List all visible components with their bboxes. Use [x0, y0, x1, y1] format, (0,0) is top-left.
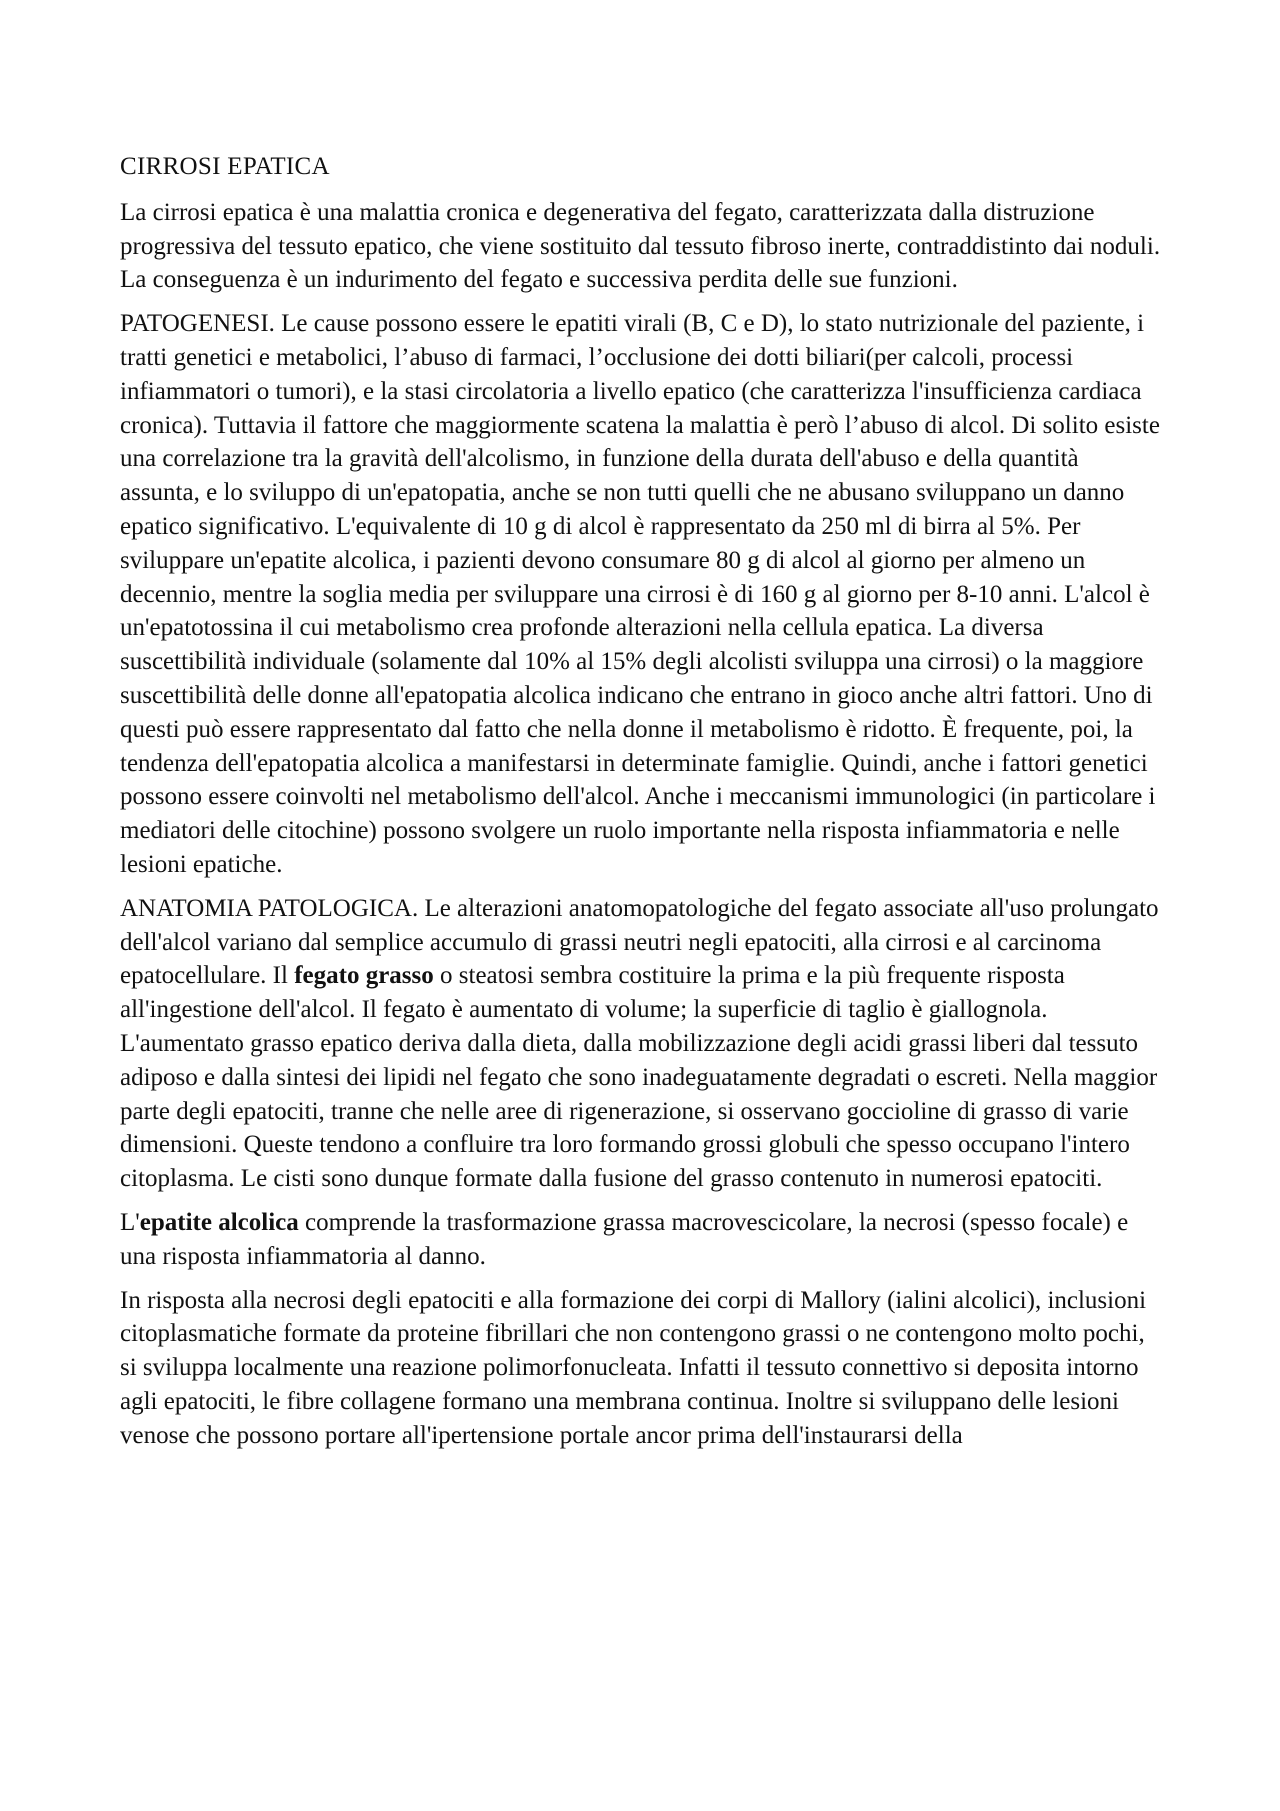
paragraph-text: o steatosi sembra costituire la prima e la più frequente risposta all'ingestione dell'alcol. Il fegato è aumentato di volume; la superficie di taglio è giallognola. L'aumentato grasso epatico deriva dalla dieta, dalla mobilizzazione degli acidi grassi liberi dal tessuto adiposo e dalla sintesi dei lipidi nel fegato che sono inadeguatamente degradati o escreti. Nella maggior parte degli epatociti, tranne che nelle aree di rigenerazione, si osservano goccioline di grasso di varie dimensioni. Queste tendono a confluire tra loro formando grossi globuli che spesso occupano l'intero citoplasma. Le cisti sono dunque formate dalla fusione del grasso contenuto in numerosi epatociti. — [120, 962, 1158, 1193]
document-body — [120, 150, 1162, 1462]
paragraph-epatite-alcolica — [120, 1206, 1162, 1274]
paragraph-anatomia-patologica — [120, 892, 1162, 1196]
paragraph-text: L' — [120, 1208, 140, 1236]
paragraph-introduction: La cirrosi epatica è una malattia cronica e degenerativa del fegato, caratterizzata dalla distruzione progressiva del tessuto epatico, che viene sostituito dal tessuto fibroso inerte, contraddistinto dai noduli. La conseguenza è un indurimento del fegato e successiva perdita delle sue funzioni. — [120, 198, 1161, 294]
paragraph-patogenesi: PATOGENESI. Le cause possono essere le epatiti virali (B, C e D), lo stato nutrizionale del paziente, i tratti genetici e metabolici, l’abuso di farmaci, l’occlusione dei dotti biliari(per calcoli, processi infiammatori o tumori), e la stasi circolatoria a livello epatico (che caratterizza l'insufficienza cardiaca cronica). Tuttavia il fattore che maggiormente scatena la malattia è però l’abuso di alcol. Di solito esiste una correlazione tra la gravità dell'alcolismo, in funzione della durata dell'abuso e della quantità assunta, e lo sviluppo di un'epatopatia, anche se non tutti quelli che ne abusano sviluppano un danno epatico significativo. L'equivalente di 10 g di alcol è rappresentato da 250 ml di birra al 5%. Per sviluppare un'epatite alcolica, i pazienti devono consumare 80 g di alcol al giorno per almeno un decennio, mentre la soglia media per sviluppare una cirrosi è di 160 g al giorno per 8-10 anni. L'alcol è un'epatotossina il cui metabolismo crea profonde alterazioni nella cellula epatica. La diversa suscettibilità individuale (solamente dal 10% al 15% degli alcolisti sviluppa una cirrosi) o la maggiore suscettibilità delle donne all'epatopatia alcolica indicano che entrano in gioco anche altri fattori. Uno di questi può essere rappresentato dal fatto che nella donne il metabolismo è ridotto. È frequente, poi, la tendenza dell'epatopatia alcolica a manifestarsi in determinate famiglie. Quindi, anche i fattori genetici possono essere coinvolti nel metabolismo dell'alcol. Anche i meccanismi immunologici (in particolare i mediatori delle citochine) possono svolgere un ruolo importante nella risposta infiammatoria e nelle lesioni epatiche. — [120, 310, 1160, 878]
paragraph-mallory: In risposta alla necrosi degli epatociti e alla formazione dei corpi di Mallory (ialini alcolici), inclusioni citoplasmatiche formate da proteine fibrillari che non contengono grassi o ne contengono molto pochi, si sviluppa localmente una reazione polimorfonucleata. Infatti il tessuto connettivo si deposita intorno agli epatociti, le fibre collagene formano una membrana continua. Inoltre si sviluppano delle lesioni venose che possono portare all'ipertensione portale ancor prima dell'instaurarsi della — [120, 1286, 1147, 1449]
paragraph-text: ANATOMIA PATOLOGICA. Le alterazioni anatomopatologiche del fegato associate all'uso prolungato dell'alcol variano dal semplice accumulo di grassi neutri negli epatociti, alla cirrosi e al carcinoma epatocellulare. Il — [120, 894, 1159, 990]
paragraph-text: comprende la trasformazione grassa macrovescicolare, la necrosi (spesso focale) e una risposta infiammatoria al danno. — [120, 1208, 1129, 1270]
bold-term-fegato-grasso: fegato grasso — [294, 962, 434, 990]
bold-term-epatite-alcolica: epatite alcolica — [139, 1208, 299, 1236]
document-title: CIRROSI EPATICA — [120, 153, 330, 180]
